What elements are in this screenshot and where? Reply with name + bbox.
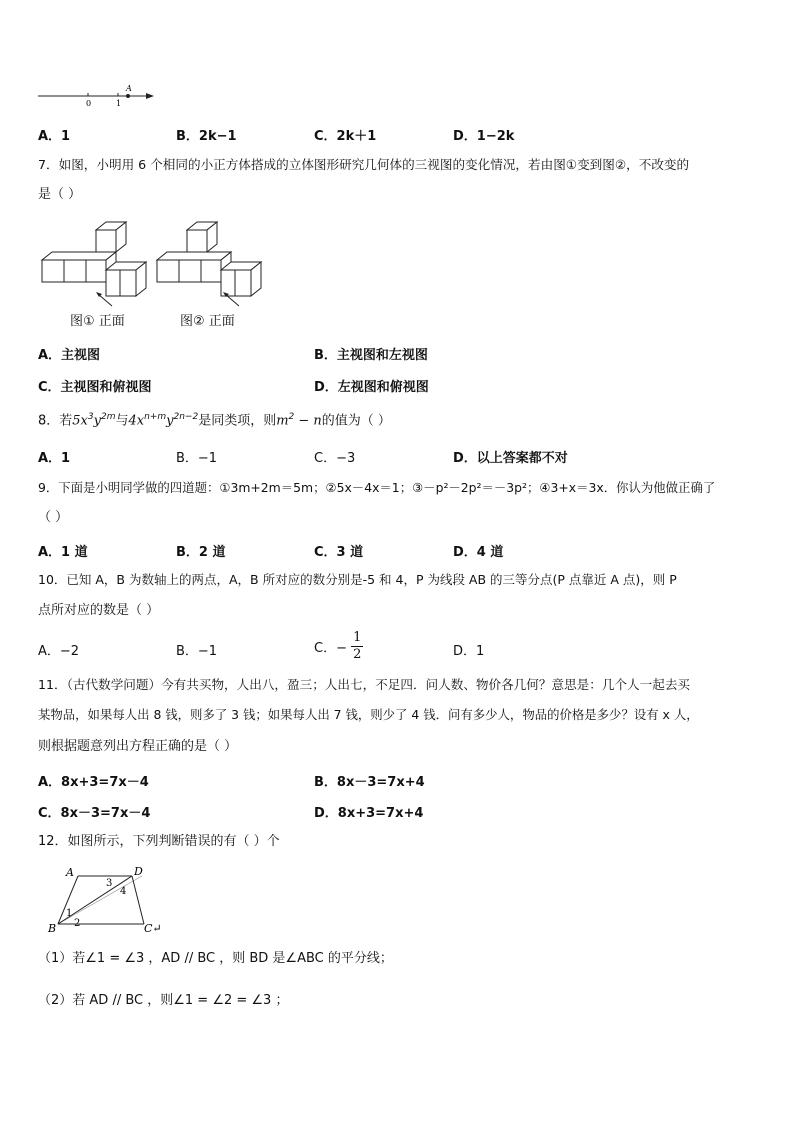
number-line-figure <box>36 82 156 108</box>
q8-term1: 5x <box>72 413 88 429</box>
q8-option-c: C．−3 <box>314 451 356 466</box>
q12-angle-4: 4 <box>120 886 127 897</box>
q7-text-line1: 7．如图，小明用 6 个相同的小正方体搭成的立体图形研究几何体的三视图的变化情况，若由图①变到图②，不改变的 <box>38 157 690 172</box>
q7-text-line2: 是（ ） <box>38 187 82 202</box>
q12-text: 12．如图所示，下列判断错误的有（ ）个 <box>38 834 280 849</box>
number-line-tick-1: 1 <box>116 99 122 108</box>
q12-label-c: C↵ <box>144 922 162 935</box>
q11-text-line3: 则根据题意列出方程正确的是（ ） <box>38 739 238 754</box>
q12-trapezoid-figure <box>44 864 164 936</box>
q8-text <box>38 409 391 429</box>
q12-label-b: B <box>48 922 57 935</box>
q10-text-line2: 点所对应的数是（ ） <box>38 603 160 618</box>
q12-label-d: D <box>134 865 143 878</box>
q8-expr: m <box>276 413 289 429</box>
q8-expr-exp: 2 <box>288 412 295 422</box>
q8-option-b: B．−1 <box>176 451 218 466</box>
q6-option-a: A．1 <box>38 129 71 144</box>
q8-mid: 与 <box>115 413 129 429</box>
q10-option-d: D．1 <box>453 644 485 659</box>
q11-option-d: D．8x+3=7x+4 <box>314 806 424 821</box>
q12-statement-2: （2）若 AD // BC ，则∠1 = ∠2 = ∠3 ； <box>38 993 289 1008</box>
q12-statement-1: （1）若∠1 = ∠3 ，AD // BC ，则 BD 是∠ABC 的平分线； <box>38 951 393 966</box>
q12-angle-3: 3 <box>106 878 113 889</box>
q12-angle-2: 2 <box>74 918 81 929</box>
q8-expr-tail: − n <box>294 413 322 429</box>
q10-option-c-numerator: 1 <box>353 630 362 645</box>
q8-term1-y: y <box>93 413 101 429</box>
q11-option-a: A．8x+3=7x－4 <box>38 775 149 790</box>
q10-option-a: A．−2 <box>38 644 80 659</box>
q9-option-c: C．3 道 <box>314 545 364 560</box>
q9-option-a: A．1 道 <box>38 545 88 560</box>
q8-term2: 4x <box>128 413 145 429</box>
q12-label-a: A <box>66 866 74 879</box>
q7-figure-2-caption: 图② 正面 <box>180 314 235 329</box>
q7-figure-2-cubes <box>155 218 267 308</box>
q6-option-b: B．2k−1 <box>176 129 237 144</box>
q8-suffix-b: 的值为（ ） <box>321 413 391 429</box>
q11-option-b: B．8x－3=7x+4 <box>314 775 425 790</box>
q8-term1-exp1: 3 <box>87 412 94 422</box>
q8-term2-exp2: 2n−2 <box>173 412 199 422</box>
q10-text-line1: 10．已知 A，B 为数轴上的两点，A，B 所对应的数分别是-5 和 4，P 为线段 AB 的三等分点(P 点靠近 A 点)，则 P <box>38 572 677 587</box>
q8-term2-exp1: n+m <box>144 412 167 422</box>
q8-option-a: A．1 <box>38 451 71 466</box>
number-line-label-a: A <box>126 84 132 93</box>
q11-text-line2: 某物品，如果每人出 8 钱，则多了 3 钱；如果每人出 7 钱，则少了 4 钱．问有多少人，物品的价格是多少？设有 x 人， <box>38 707 699 722</box>
number-line-tick-0: 0 <box>86 99 92 108</box>
q12-angle-1: 1 <box>66 908 73 919</box>
q7-option-a: A．主视图 <box>38 348 101 363</box>
q7-option-c: C．主视图和俯视图 <box>38 380 152 395</box>
q8-prefix: 8．若 <box>38 413 73 429</box>
q11-text-line1: 11．（古代数学问题）今有共买物，人出八，盈三；人出七，不足四．问人数、物价各几何？意思是：几个人一起去买 <box>38 677 691 692</box>
q9-text-line1: 9．下面是小明同学做的四道题：①3m+2m＝5m；②5x－4x＝1；③－p²－2p²＝－3p²；④3+x＝3x．你认为他做正确了 <box>38 480 716 495</box>
q7-figure-1-caption: 图① 正面 <box>70 314 125 329</box>
q8-option-d: D．以上答案都不对 <box>453 451 568 466</box>
q11-option-c: C．8x－3=7x－4 <box>38 806 151 821</box>
q8-term1-exp2: 2m <box>100 412 116 422</box>
q6-option-d: D．1−2k <box>453 129 515 144</box>
q8-suffix-a: 是同类项，则 <box>198 413 277 429</box>
q10-option-c <box>314 630 363 663</box>
q10-option-b: B．−1 <box>176 644 218 659</box>
q10-option-c-denominator: 2 <box>353 647 362 662</box>
q8-term2-y: y <box>166 413 174 429</box>
q7-figure-1-cubes <box>40 218 150 308</box>
q6-option-c: C．2k＋1 <box>314 129 377 144</box>
q10-option-c-fraction <box>351 630 363 663</box>
q9-option-b: B．2 道 <box>176 545 226 560</box>
q7-option-d: D．左视图和俯视图 <box>314 380 429 395</box>
q7-option-b: B．主视图和左视图 <box>314 348 428 363</box>
q10-option-c-prefix: C．− <box>314 641 347 656</box>
q9-text-line2: （ ） <box>38 510 69 525</box>
q9-option-d: D．4 道 <box>453 545 504 560</box>
